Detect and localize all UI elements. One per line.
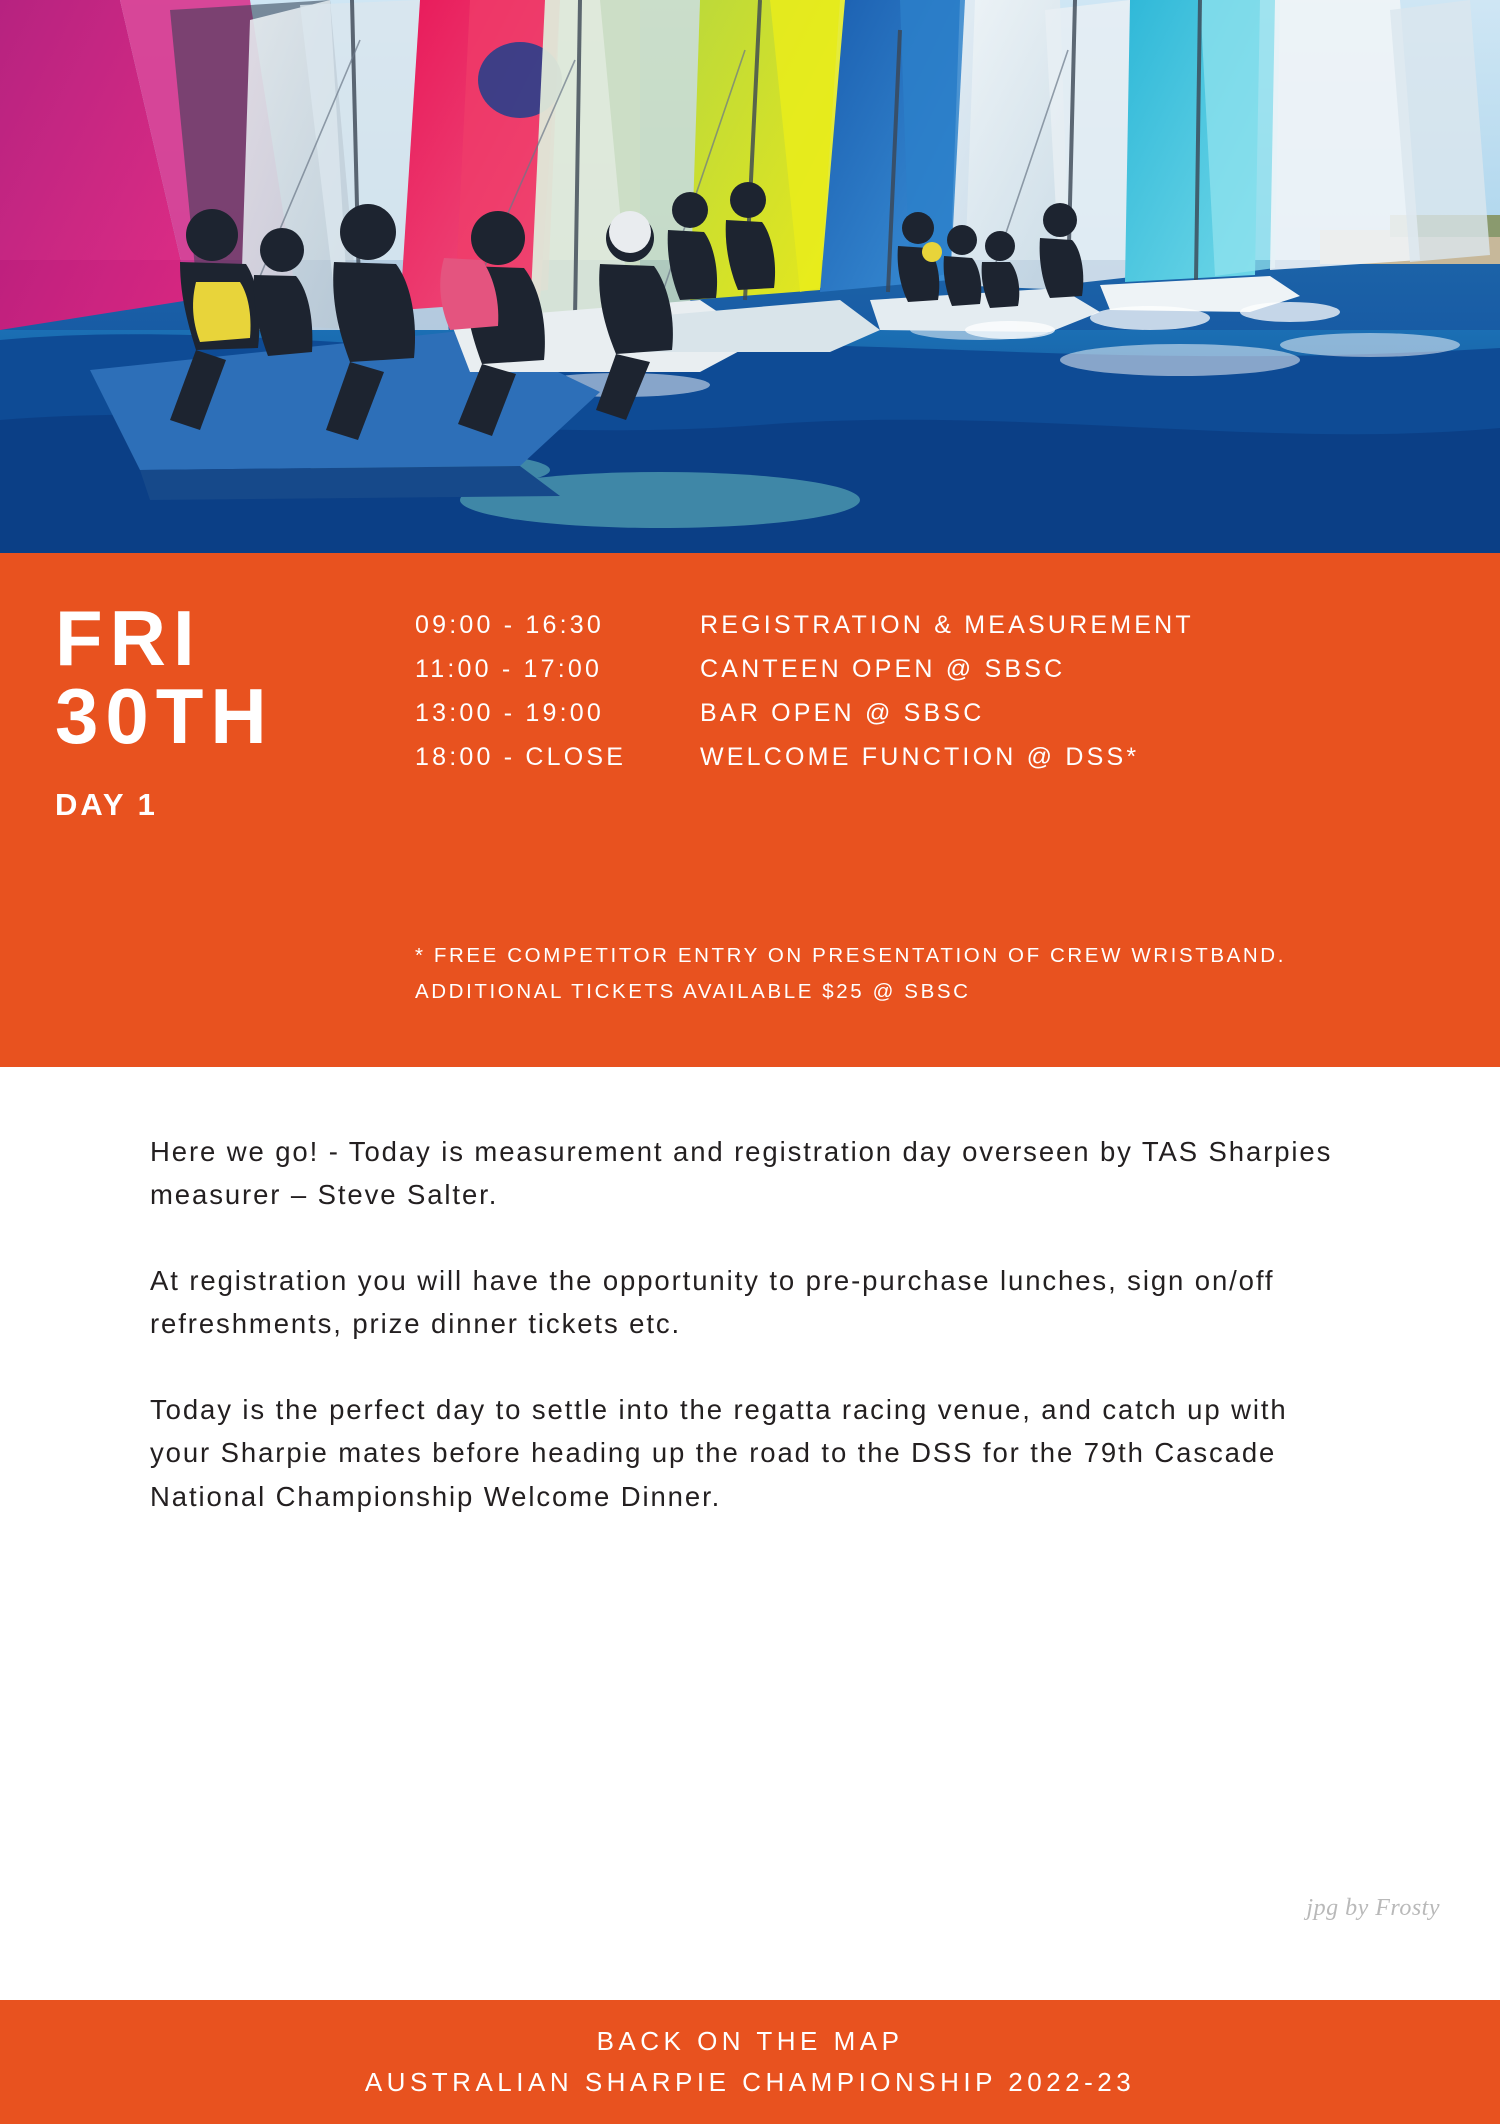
schedule-time: 09:00 - 16:30: [415, 611, 604, 639]
schedule-row: [415, 699, 1435, 728]
hero-illustration: [0, 0, 1500, 553]
schedule-time: 11:00 - 17:00: [415, 655, 603, 683]
photo-credit: jpg by Frosty: [1306, 1895, 1440, 1921]
body-copy: [150, 1130, 1340, 1560]
schedule-row: [415, 743, 1435, 772]
schedule-activity: BAR OPEN @ SBSC: [700, 699, 985, 727]
schedule-row: [415, 655, 1435, 684]
schedule-list: [415, 611, 1435, 787]
day-number: 30TH: [55, 671, 274, 760]
schedule-time: 18:00 - CLOSE: [415, 743, 627, 771]
schedule-band: [0, 553, 1500, 1067]
footer-tagline: BACK ON THE MAP: [596, 2026, 904, 2056]
footer-event-title: AUSTRALIAN SHARPIE CHAMPIONSHIP 2022-23: [364, 2067, 1136, 2097]
schedule-row: [415, 611, 1435, 640]
schedule-activity: REGISTRATION & MEASUREMENT: [700, 611, 1194, 639]
day-of-week: FRI: [55, 594, 202, 682]
day-block: [55, 594, 385, 823]
footer-band: [0, 2000, 1500, 2124]
schedule-activity: CANTEEN OPEN @ SBSC: [700, 655, 1066, 683]
schedule-activity: WELCOME FUNCTION @ DSS*: [700, 743, 1140, 771]
body-paragraph: At registration you will have the opportunity to pre-purchase lunches, sign on/off refreshments, prize dinner tickets etc.: [150, 1264, 1275, 1340]
schedule-time: 13:00 - 19:00: [415, 699, 604, 727]
schedule-footnote: * FREE COMPETITOR ENTRY ON PRESENTATION OF CREW WRISTBAND. ADDITIONAL TICKETS AVAILABLE $25 @ SBSC: [415, 944, 1287, 1003]
body-paragraph: Today is the perfect day to settle into the regatta racing venue, and catch up with your Sharpie mates before heading up the road to the DSS for the 79th Cascade National Championship Welcome Dinner.: [150, 1393, 1288, 1512]
day-label: DAY 1: [55, 786, 158, 822]
body-paragraph: Here we go! - Today is measurement and registration day overseen by TAS Sharpies measurer – Steve Salter.: [150, 1136, 1333, 1211]
hero-photo: [0, 0, 1500, 553]
